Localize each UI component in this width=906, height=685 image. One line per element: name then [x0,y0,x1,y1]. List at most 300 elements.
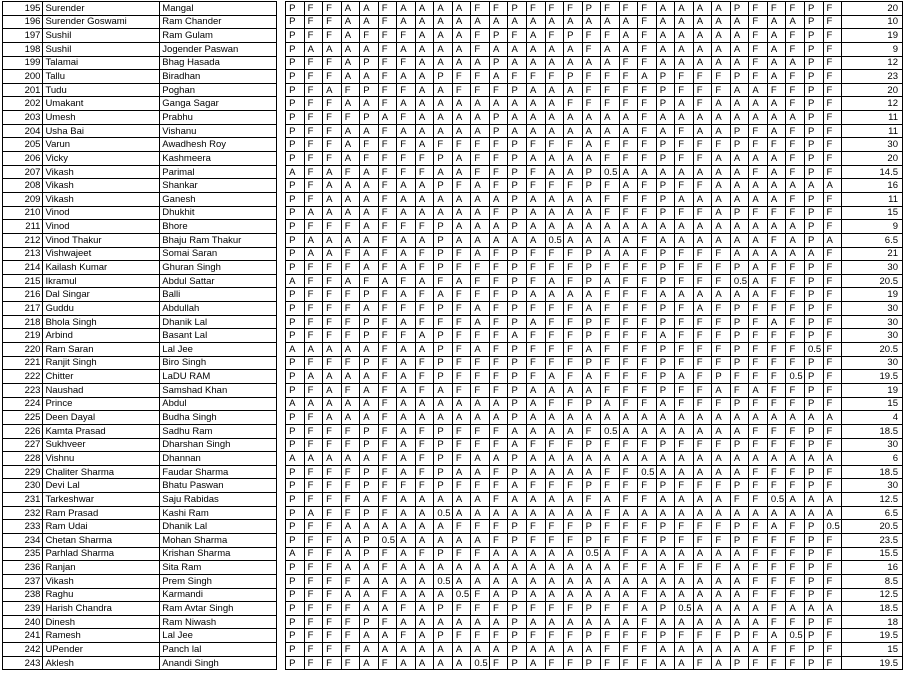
worker-name-cell: Ram Prasad [43,506,160,520]
attendance-day-cell: A [489,547,508,561]
attendance-day-cell: P [582,356,601,370]
attendance-day-cell: A [434,2,453,16]
attendance-day-cell: A [471,15,490,29]
attendance-day-cell: F [304,356,323,370]
attendance-day-cell: F [767,588,786,602]
father-name-cell: Awadhesh Roy [160,138,277,152]
attendance-day-cell: A [378,274,397,288]
attendance-day-cell: A [415,111,434,125]
attendance-day-cell: F [378,302,397,316]
attendance-day-cell: A [527,288,546,302]
serial-number-cell: 236 [3,561,43,575]
attendance-day-cell: F [638,329,657,343]
attendance-day-cell: P [286,138,305,152]
attendance-day-cell: A [545,165,564,179]
attendance-day-cell: A [656,574,675,588]
attendance-day-cell: A [415,179,434,193]
attendance-day-cell: F [675,329,694,343]
attendance-day-cell: A [767,520,786,534]
attendance-day-cell: A [471,220,490,234]
total-days-cell: 30 [842,138,903,152]
total-days-cell: 19.5 [842,370,903,384]
attendance-day-cell: F [489,356,508,370]
attendance-day-cell: A [304,247,323,261]
attendance-day-cell: A [749,261,768,275]
attendance-day-cell: F [767,602,786,616]
attendance-day-cell: A [341,547,360,561]
attendance-day-cell: A [397,315,416,329]
attendance-day-cell: P [360,83,379,97]
spacer-cell [277,561,286,575]
attendance-day-cell: P [582,397,601,411]
attendance-day-cell: F [712,302,731,316]
attendance-day-cell: F [601,356,620,370]
attendance-day-cell: F [397,629,416,643]
attendance-day-cell: F [564,274,583,288]
worker-name-cell: Vishnu [43,452,160,466]
attendance-day-cell: F [619,629,638,643]
attendance-day-cell: A [434,111,453,125]
attendance-day-cell: A [656,111,675,125]
attendance-day-cell: F [767,615,786,629]
attendance-day-cell: F [471,165,490,179]
attendance-day-cell: F [471,152,490,166]
attendance-day-cell: A [749,111,768,125]
father-name-cell: Ram Avtar Singh [160,602,277,616]
attendance-day-cell: A [489,15,508,29]
attendance-day-cell: F [638,261,657,275]
attendance-day-cell: F [471,370,490,384]
table-row [3,302,903,316]
attendance-day-cell: A [638,452,657,466]
attendance-day-cell: A [730,288,749,302]
attendance-day-cell: P [286,220,305,234]
attendance-day-cell: A [564,561,583,575]
serial-number-cell: 231 [3,493,43,507]
father-name-cell: LaDU RAM [160,370,277,384]
attendance-day-cell: A [397,411,416,425]
attendance-day-cell: P [434,247,453,261]
attendance-day-cell: F [638,356,657,370]
attendance-day-cell: F [397,329,416,343]
attendance-day-cell: F [638,29,657,43]
attendance-day-cell: F [638,152,657,166]
attendance-day-cell: F [767,138,786,152]
worker-name-cell: Vikash [43,192,160,206]
father-name-cell: Lal Jee [160,343,277,357]
attendance-day-cell: A [675,452,694,466]
attendance-day-cell: A [693,588,712,602]
attendance-day-cell: F [378,656,397,670]
attendance-day-cell: P [360,315,379,329]
attendance-day-cell: A [397,261,416,275]
attendance-day-cell: A [527,315,546,329]
attendance-day-cell: F [489,465,508,479]
attendance-day-cell: F [749,424,768,438]
total-days-cell: 20.5 [842,343,903,357]
attendance-day-cell: P [434,302,453,316]
attendance-day-cell: A [452,42,471,56]
attendance-day-cell: A [471,411,490,425]
attendance-day-cell: F [693,97,712,111]
attendance-day-cell: A [471,506,490,520]
father-name-cell: Kashmeera [160,152,277,166]
attendance-day-cell: F [360,29,379,43]
attendance-day-cell: A [434,397,453,411]
attendance-day-cell: F [767,397,786,411]
attendance-day-cell: A [545,643,564,657]
attendance-day-cell: A [360,233,379,247]
attendance-day-cell: F [749,479,768,493]
serial-number-cell: 233 [3,520,43,534]
attendance-day-cell: F [823,397,842,411]
attendance-day-cell: F [564,302,583,316]
attendance-day-cell: F [582,29,601,43]
attendance-day-cell: A [545,561,564,575]
spacer-cell [277,42,286,56]
attendance-day-cell: A [656,220,675,234]
attendance-day-cell: P [360,533,379,547]
attendance-day-cell: P [804,329,823,343]
attendance-day-cell: F [489,629,508,643]
attendance-day-cell: F [767,302,786,316]
attendance-day-cell: F [323,29,342,43]
serial-number-cell: 208 [3,179,43,193]
attendance-day-cell: A [767,42,786,56]
attendance-day-cell: F [545,70,564,84]
attendance-day-cell: F [341,479,360,493]
attendance-day-cell: P [656,247,675,261]
attendance-day-cell: P [730,397,749,411]
serial-number-cell: 220 [3,343,43,357]
attendance-day-cell: A [749,274,768,288]
attendance-day-cell: A [730,561,749,575]
attendance-day-cell: F [471,547,490,561]
attendance-day-cell: F [823,261,842,275]
attendance-day-cell: F [601,329,620,343]
attendance-day-cell: A [823,411,842,425]
attendance-day-cell: 0.5 [601,165,620,179]
attendance-day-cell: F [823,615,842,629]
attendance-day-cell: F [471,438,490,452]
attendance-day-cell: F [823,356,842,370]
serial-number-cell: 238 [3,588,43,602]
spacer-cell [277,261,286,275]
attendance-day-cell: F [749,315,768,329]
attendance-day-cell: 0.5 [767,493,786,507]
attendance-day-cell: A [749,602,768,616]
attendance-day-cell: A [489,220,508,234]
attendance-day-cell: A [582,233,601,247]
attendance-day-cell: F [693,520,712,534]
attendance-day-cell: P [730,2,749,16]
attendance-day-cell: 0.5 [434,506,453,520]
attendance-day-cell: P [656,274,675,288]
attendance-day-cell: F [823,83,842,97]
serial-number-cell: 221 [3,356,43,370]
attendance-day-cell: A [527,83,546,97]
attendance-day-cell: F [675,70,694,84]
attendance-day-cell: F [415,302,434,316]
serial-number-cell: 227 [3,438,43,452]
attendance-day-cell: F [323,220,342,234]
attendance-day-cell: F [601,643,620,657]
attendance-day-cell: F [341,465,360,479]
attendance-day-cell: A [378,520,397,534]
attendance-day-cell: A [434,520,453,534]
attendance-day-cell: A [415,520,434,534]
total-days-cell: 19.5 [842,629,903,643]
attendance-day-cell: A [471,247,490,261]
father-name-cell: Ganesh [160,192,277,206]
attendance-day-cell: A [693,2,712,16]
attendance-day-cell: P [656,520,675,534]
attendance-day-cell: F [767,479,786,493]
total-days-cell: 11 [842,124,903,138]
attendance-day-cell: A [397,656,416,670]
attendance-day-cell: P [286,152,305,166]
attendance-day-cell: F [712,356,731,370]
attendance-day-cell: A [323,233,342,247]
attendance-day-cell: F [786,124,805,138]
spacer-cell [277,29,286,43]
total-days-cell: 15 [842,643,903,657]
attendance-day-cell: A [527,192,546,206]
attendance-day-cell: A [564,588,583,602]
attendance-day-cell: A [712,643,731,657]
serial-number-cell: 198 [3,42,43,56]
worker-name-cell: Vishwajeet [43,247,160,261]
attendance-day-cell: A [545,615,564,629]
attendance-day-cell: A [767,452,786,466]
attendance-day-cell: F [471,602,490,616]
attendance-day-cell: F [712,520,731,534]
attendance-day-cell: F [378,192,397,206]
attendance-day-cell: P [804,42,823,56]
attendance-day-cell: P [286,643,305,657]
attendance-day-cell: A [619,615,638,629]
table-row [3,629,903,643]
attendance-day-cell: A [434,411,453,425]
attendance-day-cell: F [693,206,712,220]
attendance-day-cell: A [323,383,342,397]
attendance-day-cell: P [804,383,823,397]
attendance-day-cell: A [415,411,434,425]
attendance-day-cell: A [323,179,342,193]
attendance-day-cell: F [323,424,342,438]
attendance-day-cell: A [341,56,360,70]
attendance-day-cell: P [804,192,823,206]
attendance-day-cell: F [304,561,323,575]
attendance-day-cell: F [823,2,842,16]
worker-name-cell: Parhlad Sharma [43,547,160,561]
attendance-day-cell: F [619,274,638,288]
attendance-day-cell: A [656,452,675,466]
attendance-day-cell: F [823,643,842,657]
attendance-day-cell: A [397,520,416,534]
attendance-day-cell: A [397,42,416,56]
attendance-day-cell: F [601,343,620,357]
attendance-day-cell: A [341,397,360,411]
attendance-day-cell: A [712,424,731,438]
total-days-cell: 18.5 [842,424,903,438]
attendance-day-cell: F [545,261,564,275]
father-name-cell: Dhanik Lal [160,315,277,329]
attendance-day-cell: A [675,42,694,56]
attendance-day-cell: F [693,561,712,575]
attendance-day-cell: A [730,615,749,629]
father-name-cell: Ram Gulam [160,29,277,43]
attendance-day-cell: P [286,83,305,97]
attendance-day-cell: F [675,124,694,138]
attendance-day-cell: F [304,533,323,547]
attendance-day-cell: A [564,111,583,125]
attendance-day-cell: A [527,124,546,138]
attendance-day-cell: A [452,493,471,507]
total-days-cell: 15 [842,206,903,220]
attendance-day-cell: A [471,452,490,466]
attendance-day-cell: A [693,424,712,438]
attendance-day-cell: P [489,29,508,43]
attendance-day-cell: F [323,97,342,111]
attendance-day-cell: F [638,383,657,397]
attendance-day-cell: P [434,602,453,616]
attendance-day-cell: P [804,302,823,316]
attendance-day-cell: F [489,261,508,275]
attendance-day-cell: A [730,588,749,602]
attendance-day-cell: A [415,615,434,629]
attendance-day-cell: F [601,206,620,220]
attendance-day-cell: F [341,602,360,616]
attendance-day-cell: F [619,343,638,357]
attendance-day-cell: F [323,588,342,602]
attendance-day-cell: F [749,561,768,575]
attendance-day-cell: F [397,302,416,316]
attendance-day-cell: F [323,465,342,479]
attendance-day-cell: F [693,397,712,411]
attendance-day-cell: F [323,56,342,70]
spacer-cell [277,424,286,438]
attendance-day-cell: A [489,643,508,657]
attendance-day-cell: F [564,602,583,616]
attendance-day-cell: A [545,274,564,288]
attendance-day-cell: A [675,97,694,111]
attendance-day-cell: F [527,602,546,616]
attendance-day-cell: F [397,152,416,166]
attendance-day-cell: F [693,343,712,357]
attendance-day-cell: F [619,533,638,547]
attendance-day-cell: P [804,315,823,329]
attendance-day-cell: A [452,506,471,520]
attendance-day-cell: A [452,233,471,247]
attendance-day-cell: F [489,302,508,316]
attendance-day-cell: F [434,138,453,152]
attendance-day-cell: A [434,83,453,97]
table-row [3,152,903,166]
attendance-day-cell: P [804,15,823,29]
attendance-day-cell: A [415,629,434,643]
attendance-day-cell: F [601,656,620,670]
table-row [3,397,903,411]
attendance-day-cell: F [619,643,638,657]
attendance-day-cell: A [601,42,620,56]
attendance-day-cell: A [323,397,342,411]
attendance-day-cell: P [804,561,823,575]
attendance-day-cell: P [730,656,749,670]
attendance-day-cell: F [415,152,434,166]
attendance-day-cell: F [786,465,805,479]
attendance-day-cell: A [415,29,434,43]
attendance-day-cell: 0.5 [823,520,842,534]
spacer-cell [277,343,286,357]
attendance-day-cell: A [397,2,416,16]
attendance-day-cell: A [397,506,416,520]
attendance-day-cell: A [730,56,749,70]
attendance-day-cell: F [452,329,471,343]
attendance-day-cell: F [619,561,638,575]
attendance-day-cell: P [434,547,453,561]
attendance-day-cell: A [304,206,323,220]
table-row [3,438,903,452]
attendance-day-cell: F [749,329,768,343]
attendance-day-cell: A [601,124,620,138]
attendance-day-cell: A [582,561,601,575]
serial-number-cell: 229 [3,465,43,479]
worker-name-cell: Vikash [43,165,160,179]
attendance-day-cell: A [545,42,564,56]
attendance-day-cell: P [286,97,305,111]
attendance-day-cell: F [397,602,416,616]
attendance-day-cell: A [397,547,416,561]
attendance-day-cell: A [341,124,360,138]
table-row [3,615,903,629]
attendance-day-cell: A [545,111,564,125]
attendance-day-cell: F [675,206,694,220]
attendance-day-cell: A [656,547,675,561]
attendance-day-cell: F [545,302,564,316]
attendance-day-cell: F [452,302,471,316]
attendance-day-cell: A [601,574,620,588]
attendance-day-cell: P [804,206,823,220]
attendance-day-cell: F [823,629,842,643]
attendance-day-cell: A [638,424,657,438]
worker-name-cell: Surender [43,2,160,16]
attendance-day-cell: F [378,315,397,329]
attendance-day-cell: A [341,42,360,56]
attendance-day-cell: A [527,15,546,29]
attendance-day-cell: F [823,206,842,220]
attendance-day-cell: F [749,70,768,84]
attendance-day-cell: A [452,574,471,588]
attendance-day-cell: F [823,424,842,438]
attendance-day-cell: F [378,124,397,138]
attendance-day-cell: A [712,602,731,616]
attendance-day-cell: F [693,629,712,643]
attendance-day-cell: A [545,465,564,479]
attendance-day-cell: A [286,343,305,357]
attendance-day-cell: A [582,615,601,629]
attendance-day-cell: F [378,233,397,247]
worker-name-cell: Vinod [43,206,160,220]
attendance-day-cell: F [693,356,712,370]
attendance-day-cell: F [693,656,712,670]
attendance-day-cell: A [582,152,601,166]
attendance-day-cell: P [582,247,601,261]
spacer-cell [277,56,286,70]
attendance-day-cell: F [323,506,342,520]
attendance-day-cell: F [638,438,657,452]
attendance-day-cell: F [545,179,564,193]
